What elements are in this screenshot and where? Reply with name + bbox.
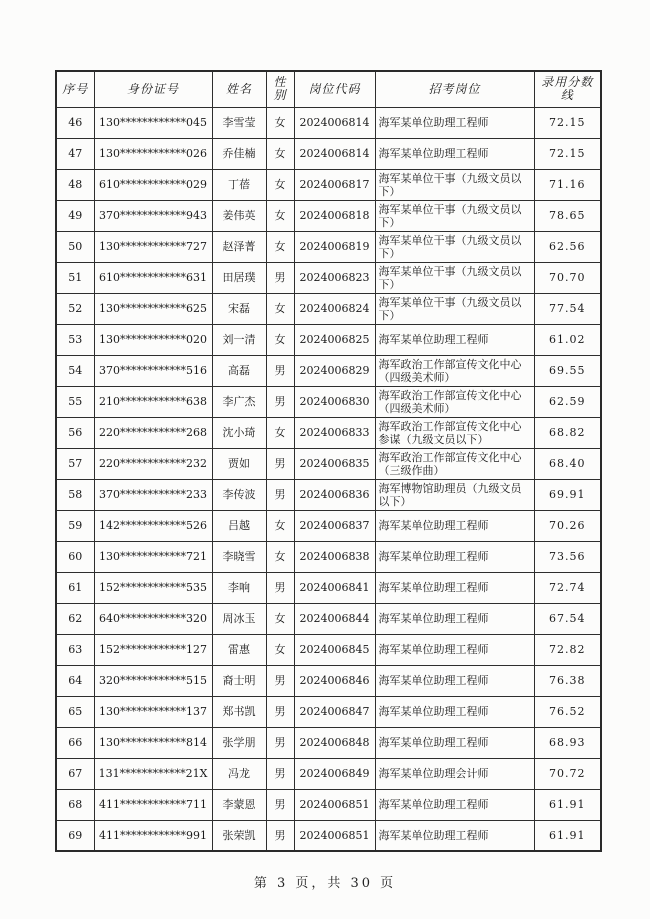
- score-cell: 72.15: [534, 138, 601, 169]
- id-number-cell: 411************991: [94, 820, 212, 851]
- gender-cell: 男: [266, 479, 294, 510]
- job-code-cell: 2024006833: [294, 417, 375, 448]
- gender-cell: 男: [266, 696, 294, 727]
- header-name: 姓名: [212, 71, 266, 107]
- id-number-cell: 320************515: [94, 665, 212, 696]
- score-cell: 72.82: [534, 634, 601, 665]
- job-title-cell: 海军某单位助理工程师: [375, 541, 534, 572]
- score-cell: 70.26: [534, 510, 601, 541]
- id-number-cell: 610************029: [94, 169, 212, 200]
- job-code-cell: 2024006824: [294, 293, 375, 324]
- gender-cell: 男: [266, 572, 294, 603]
- name-cell: 李蒙恩: [212, 789, 266, 820]
- job-code-cell: 2024006847: [294, 696, 375, 727]
- job-code-cell: 2024006851: [294, 789, 375, 820]
- job-code-cell: 2024006817: [294, 169, 375, 200]
- index-cell: 48: [56, 169, 94, 200]
- gender-cell: 女: [266, 634, 294, 665]
- id-number-cell: 152************535: [94, 572, 212, 603]
- id-number-cell: 640************320: [94, 603, 212, 634]
- id-number-cell: 411************711: [94, 789, 212, 820]
- index-cell: 47: [56, 138, 94, 169]
- index-cell: 61: [56, 572, 94, 603]
- job-title-cell: 海军博物馆助理员（九级文员以下）: [375, 479, 534, 510]
- table-row: [56, 448, 601, 479]
- name-cell: 雷惠: [212, 634, 266, 665]
- job-title-cell: 海军某单位干事（九级文员以下）: [375, 262, 534, 293]
- header-index: 序号: [56, 71, 94, 107]
- job-code-cell: 2024006845: [294, 634, 375, 665]
- gender-cell: 女: [266, 510, 294, 541]
- gender-cell: 男: [266, 789, 294, 820]
- index-cell: 55: [56, 386, 94, 417]
- table-row: [56, 293, 601, 324]
- name-cell: 贾如: [212, 448, 266, 479]
- gender-cell: 女: [266, 231, 294, 262]
- name-cell: 丁蓓: [212, 169, 266, 200]
- gender-cell: 男: [266, 820, 294, 851]
- job-code-cell: 2024006851: [294, 820, 375, 851]
- table-row: [56, 200, 601, 231]
- name-cell: 李雪莹: [212, 107, 266, 138]
- index-cell: 69: [56, 820, 94, 851]
- gender-cell: 女: [266, 200, 294, 231]
- index-cell: 50: [56, 231, 94, 262]
- gender-cell: 男: [266, 758, 294, 789]
- job-title-cell: 海军政治工作部宣传文化中心（四级美术师）: [375, 386, 534, 417]
- header-score-line: 录用分数线: [534, 71, 601, 107]
- name-cell: 李广杰: [212, 386, 266, 417]
- header-job-title: 招考岗位: [375, 71, 534, 107]
- job-title-cell: 海军某单位干事（九级文员以下）: [375, 200, 534, 231]
- name-cell: 高磊: [212, 355, 266, 386]
- table-row: [56, 572, 601, 603]
- score-cell: 61.91: [534, 820, 601, 851]
- job-title-cell: 海军某单位助理工程师: [375, 324, 534, 355]
- score-cell: 68.93: [534, 727, 601, 758]
- id-number-cell: 370************516: [94, 355, 212, 386]
- id-number-cell: 210************638: [94, 386, 212, 417]
- id-number-cell: 370************943: [94, 200, 212, 231]
- job-title-cell: 海军某单位助理工程师: [375, 727, 534, 758]
- id-number-cell: 130************020: [94, 324, 212, 355]
- score-cell: 70.72: [534, 758, 601, 789]
- job-title-cell: 海军某单位助理工程师: [375, 572, 534, 603]
- recruitment-score-table: [55, 70, 602, 852]
- job-code-cell: 2024006829: [294, 355, 375, 386]
- job-title-cell: 海军某单位干事（九级文员以下）: [375, 169, 534, 200]
- gender-cell: 男: [266, 355, 294, 386]
- table-row: [56, 758, 601, 789]
- score-cell: 68.40: [534, 448, 601, 479]
- name-cell: 姜伟英: [212, 200, 266, 231]
- name-cell: 郑书凯: [212, 696, 266, 727]
- gender-cell: 女: [266, 293, 294, 324]
- table-header-row: [56, 71, 601, 107]
- score-cell: 67.54: [534, 603, 601, 634]
- job-code-cell: 2024006837: [294, 510, 375, 541]
- job-code-cell: 2024006838: [294, 541, 375, 572]
- job-title-cell: 海军某单位干事（九级文员以下）: [375, 231, 534, 262]
- gender-cell: 女: [266, 324, 294, 355]
- header-id-number: 身份证号: [94, 71, 212, 107]
- job-code-cell: 2024006848: [294, 727, 375, 758]
- table-row: [56, 479, 601, 510]
- id-number-cell: 131************21X: [94, 758, 212, 789]
- job-title-cell: 海军某单位助理工程师: [375, 603, 534, 634]
- name-cell: 乔佳楠: [212, 138, 266, 169]
- name-cell: 张荣凯: [212, 820, 266, 851]
- index-cell: 57: [56, 448, 94, 479]
- score-cell: 76.52: [534, 696, 601, 727]
- header-job-code: 岗位代码: [294, 71, 375, 107]
- name-cell: 宋磊: [212, 293, 266, 324]
- id-number-cell: 130************814: [94, 727, 212, 758]
- job-title-cell: 海军政治工作部宣传文化中心（三级作曲）: [375, 448, 534, 479]
- id-number-cell: 130************026: [94, 138, 212, 169]
- job-code-cell: 2024006814: [294, 138, 375, 169]
- table-row: [56, 634, 601, 665]
- index-cell: 54: [56, 355, 94, 386]
- table-row: [56, 510, 601, 541]
- index-cell: 56: [56, 417, 94, 448]
- score-cell: 71.16: [534, 169, 601, 200]
- job-title-cell: 海军某单位助理工程师: [375, 820, 534, 851]
- id-number-cell: 370************233: [94, 479, 212, 510]
- id-number-cell: 220************232: [94, 448, 212, 479]
- index-cell: 64: [56, 665, 94, 696]
- gender-cell: 男: [266, 386, 294, 417]
- score-cell: 69.55: [534, 355, 601, 386]
- table-row: [56, 541, 601, 572]
- job-title-cell: 海军某单位助理会计师: [375, 758, 534, 789]
- table-row: [56, 727, 601, 758]
- job-title-cell: 海军某单位助理工程师: [375, 510, 534, 541]
- job-title-cell: 海军政治工作部宣传文化中心（四级美术师）: [375, 355, 534, 386]
- job-title-cell: 海军某单位助理工程师: [375, 107, 534, 138]
- gender-cell: 女: [266, 138, 294, 169]
- table-body: [56, 107, 601, 851]
- name-cell: 田居璞: [212, 262, 266, 293]
- gender-cell: 女: [266, 603, 294, 634]
- job-code-cell: 2024006849: [294, 758, 375, 789]
- page-number: 第 3 页，共 30 页: [253, 876, 397, 891]
- job-code-cell: 2024006825: [294, 324, 375, 355]
- score-cell: 73.56: [534, 541, 601, 572]
- score-cell: 70.70: [534, 262, 601, 293]
- gender-cell: 女: [266, 541, 294, 572]
- score-cell: 78.65: [534, 200, 601, 231]
- score-cell: 76.38: [534, 665, 601, 696]
- id-number-cell: 152************127: [94, 634, 212, 665]
- gender-cell: 女: [266, 417, 294, 448]
- score-cell: 61.02: [534, 324, 601, 355]
- id-number-cell: 130************045: [94, 107, 212, 138]
- table-row: [56, 603, 601, 634]
- name-cell: 沈小琦: [212, 417, 266, 448]
- id-number-cell: 610************631: [94, 262, 212, 293]
- name-cell: 赵泽菁: [212, 231, 266, 262]
- table-row: [56, 324, 601, 355]
- name-cell: 李响: [212, 572, 266, 603]
- table-row: [56, 262, 601, 293]
- name-cell: 李传波: [212, 479, 266, 510]
- index-cell: 58: [56, 479, 94, 510]
- index-cell: 60: [56, 541, 94, 572]
- job-title-cell: 海军某单位干事（九级文员以下）: [375, 293, 534, 324]
- index-cell: 49: [56, 200, 94, 231]
- name-cell: 周冰玉: [212, 603, 266, 634]
- table-row: [56, 169, 601, 200]
- job-title-cell: 海军某单位助理工程师: [375, 665, 534, 696]
- table-row: [56, 138, 601, 169]
- index-cell: 53: [56, 324, 94, 355]
- table-row: [56, 417, 601, 448]
- name-cell: 李晓雪: [212, 541, 266, 572]
- table-row: [56, 696, 601, 727]
- score-cell: 77.54: [534, 293, 601, 324]
- job-code-cell: 2024006814: [294, 107, 375, 138]
- index-cell: 68: [56, 789, 94, 820]
- score-cell: 68.82: [534, 417, 601, 448]
- id-number-cell: 130************137: [94, 696, 212, 727]
- index-cell: 52: [56, 293, 94, 324]
- id-number-cell: 220************268: [94, 417, 212, 448]
- index-cell: 65: [56, 696, 94, 727]
- index-cell: 63: [56, 634, 94, 665]
- id-number-cell: 130************625: [94, 293, 212, 324]
- job-code-cell: 2024006836: [294, 479, 375, 510]
- score-cell: 61.91: [534, 789, 601, 820]
- job-code-cell: 2024006818: [294, 200, 375, 231]
- score-cell: 62.59: [534, 386, 601, 417]
- index-cell: 51: [56, 262, 94, 293]
- gender-cell: 男: [266, 448, 294, 479]
- name-cell: 裔士明: [212, 665, 266, 696]
- job-code-cell: 2024006844: [294, 603, 375, 634]
- job-code-cell: 2024006841: [294, 572, 375, 603]
- table-row: [56, 820, 601, 851]
- header-gender: 性别: [266, 71, 294, 107]
- gender-cell: 男: [266, 727, 294, 758]
- score-cell: 62.56: [534, 231, 601, 262]
- gender-cell: 男: [266, 262, 294, 293]
- job-code-cell: 2024006823: [294, 262, 375, 293]
- score-cell: 72.15: [534, 107, 601, 138]
- gender-cell: 女: [266, 169, 294, 200]
- job-code-cell: 2024006835: [294, 448, 375, 479]
- id-number-cell: 130************721: [94, 541, 212, 572]
- job-code-cell: 2024006846: [294, 665, 375, 696]
- job-title-cell: 海军某单位助理工程师: [375, 634, 534, 665]
- table-row: [56, 107, 601, 138]
- name-cell: 冯龙: [212, 758, 266, 789]
- name-cell: 刘一清: [212, 324, 266, 355]
- id-number-cell: 130************727: [94, 231, 212, 262]
- job-title-cell: 海军政治工作部宣传文化中心参谋（九级文员以下）: [375, 417, 534, 448]
- table-row: [56, 231, 601, 262]
- job-title-cell: 海军某单位助理工程师: [375, 138, 534, 169]
- name-cell: 吕越: [212, 510, 266, 541]
- score-cell: 72.74: [534, 572, 601, 603]
- score-cell: 69.91: [534, 479, 601, 510]
- table-row: [56, 789, 601, 820]
- index-cell: 46: [56, 107, 94, 138]
- job-title-cell: 海军某单位助理工程师: [375, 789, 534, 820]
- table-row: [56, 665, 601, 696]
- table-row: [56, 355, 601, 386]
- job-title-cell: 海军某单位助理工程师: [375, 696, 534, 727]
- id-number-cell: 142************526: [94, 510, 212, 541]
- job-code-cell: 2024006819: [294, 231, 375, 262]
- index-cell: 67: [56, 758, 94, 789]
- table-row: [56, 386, 601, 417]
- gender-cell: 女: [266, 107, 294, 138]
- job-code-cell: 2024006830: [294, 386, 375, 417]
- index-cell: 59: [56, 510, 94, 541]
- name-cell: 张学朋: [212, 727, 266, 758]
- index-cell: 66: [56, 727, 94, 758]
- gender-cell: 男: [266, 665, 294, 696]
- index-cell: 62: [56, 603, 94, 634]
